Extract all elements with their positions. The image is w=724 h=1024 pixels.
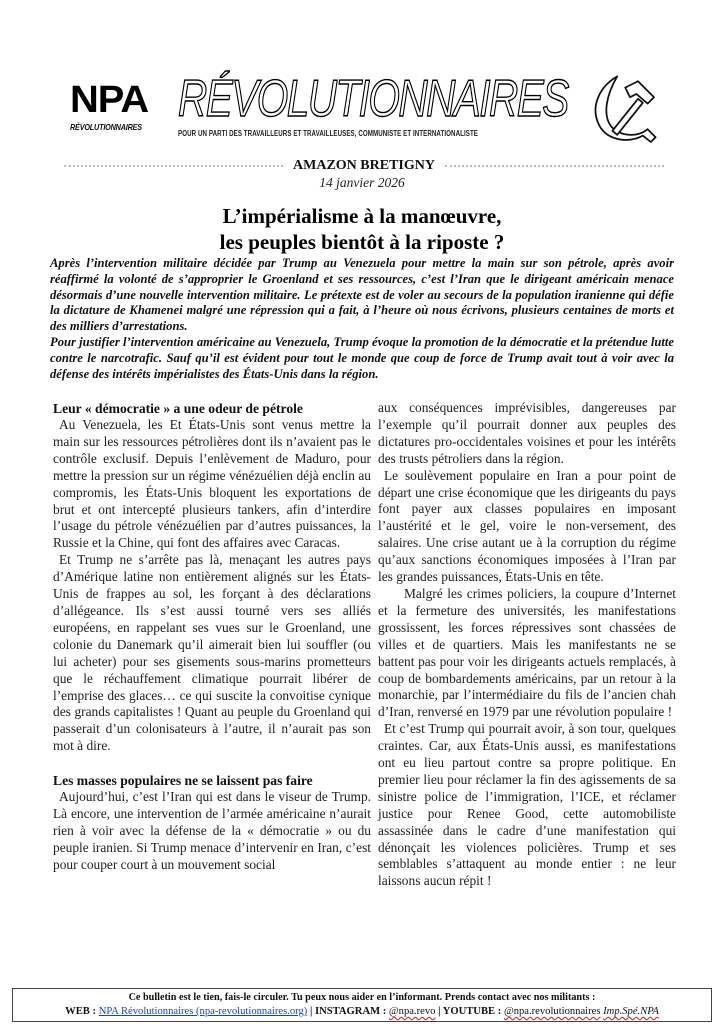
article-paragraph: Au Venezuela, les Et États-Unis sont venus mettre la main sur les ressources pétrolières dont ils n’avaient pas le contrôle exclusif. Depuis l’enlèvement de Maduro, pour mettre la pression sur un régime vénézuélien déjà enclin au compromis, les États-Unis bloquent les exportations de brut et ont intercepté plusieurs tankers, afin d’interdire l’usage du pétrole vénézuélien par d’autres puissances, la Russie et la Chine, qui font des affaires avec Caracas.: [53, 417, 371, 551]
npa-logo-text: NPA: [70, 79, 149, 121]
section-heading: Les masses populaires ne se laissent pas faire: [53, 773, 313, 789]
article-paragraph: aux conséquences imprévisibles, dangereuses par l’exemple qu’il pourrait donner aux peuples des dictatures pro-occidentales voisines et pour les intérêts des trusts pétroliers dans la région.: [378, 400, 676, 466]
bulletin-date: 14 janvier 2026: [319, 175, 405, 190]
web-label: WEB :: [65, 1006, 97, 1017]
contact-footer: [12, 988, 712, 1022]
chapeau-paragraph: Après l’intervention militaire décidée par Trump au Venezuela pour mettre la main sur son pétrole, après avoir réaffirmé la volonté de s’approprier le Groenland et ses ressources, c’est l’Iran que le dirigeant américain menace désormais d’une nouvelle intervention militaire. Le prétexte est de voler au secours de la population iranienne qui défie la dictature de Khamenei malgré une répression qui a fait, à l’heure où nous écrivons, plusieurs centaines de morts et des milliers d’arrestations.: [50, 256, 674, 334]
publication-title-block: [178, 70, 568, 138]
article-paragraph: Aujourd’hui, c’est l’Iran qui est dans le viseur de Trump. Là encore, une intervention de l’armée américaine n’aurait rien à voir avec la défense de la « démocratie » ou du peuple iranien. Si Trump menace d’intervenir en Iran, c’est pour couper court à un mouvement social: [53, 789, 371, 872]
footer-callout: Ce bulletin est le tien, fais-le circuler. Tu peux nous aider en l’informant. Prends contact avec nos militants :: [128, 992, 596, 1003]
npa-logo: [70, 79, 160, 132]
npa-logo-subtitle: RÉVOLUTIONNAIRES: [70, 122, 142, 132]
website-link[interactable]: NPA Révolutionnaires (npa-revolutionnaires.org): [98, 1006, 308, 1017]
headline-line-2: les peuples bientôt à la riposte ?: [219, 230, 505, 254]
imprint-note: Imp.Spé.NPA: [603, 1006, 659, 1017]
article-paragraph: Et Trump ne s’arrête pas là, menaçant les autres pays d’Amérique latine non entièrement alignés sur les États-Unis de frappes au sol, les forçant à des déclarations d’allégeance. Ils s’est aussi tourné vers ses alliés européens, en rappelant ses vues sur le Groenland, une colonie du Danemark qu’il aimerait bien lui souffler (ou lui acheter) pour ses gisements sous-marins prometteurs que le réchauffement climatique pourrait libérer de l’emprise des glaces… ce qui suscite la convoitise cynique des grands capitalistes ! Quant au peuple du Groenland qui passerait d’un colonisateurs à l’autre, il n’aurait pas son mot à dire.: [53, 552, 371, 754]
masthead: [0, 60, 724, 155]
article-paragraph: Malgré les crimes policiers, la coupure d’Internet et la fermeture des universités, les manifestations grossissent, les forces répressives sont chassées de villes et de quartiers. Mais les manifestants ne se battent pas pour voir les dirigeants actuels remplacés, à coup de bombardements américains, par un retour à la monarchie, par l’intermédiaire du fils de l’ancien chah d’Iran, renversé en 1979 par une révolution populaire !: [378, 585, 676, 720]
chapeau-paragraph: Pour justifier l’intervention américaine au Venezuela, Trump évoque la promotion de la démocratie et la prétendue lutte contre le narcotrafic. Sauf qu’il est évident pour tout le monde que coup de force de Trump avait tout à voir avec la défense des intérêts impérialistes des États-Unis dans la région.: [50, 334, 674, 381]
chapeau-intro: [50, 256, 674, 382]
article-paragraph: Et c’est Trump qui pourrait avoir, à son tour, quelques craintes. Car, aux États-Unis aussi, es manifestations ont eu lieu partout contre sa propre politique. En premier lieu pour réclamer la fin des agissements de sa sinistre police de l’immigration, l’ICE, et réclamer justice pour Renee Good, cette automobiliste assassinée dans le cadre d’une manifestation qui dénonçait les violences policières. Trump et ses semblables s’attaquent au monde entier : ne leur laissons aucun répit !: [378, 721, 676, 889]
youtube-label: YOUTUBE :: [442, 1006, 502, 1017]
dotted-divider: [64, 165, 283, 167]
bulletin-site: AMAZON BRETIGNY: [293, 158, 435, 173]
dotted-divider: [445, 165, 664, 167]
headline-line-1: L’impérialisme à la manœuvre,: [222, 204, 502, 228]
bulletin-site-row: [64, 158, 664, 174]
youtube-handle[interactable]: @npa.revolutionnaires: [503, 1006, 601, 1017]
instagram-label: INSTAGRAM :: [314, 1006, 387, 1017]
publication-tagline: POUR UN PARTI DES TRAVAILLEURS ET TRAVAILLEUSES, COMMUNISTE ET INTERNATIONALISTE: [178, 128, 479, 138]
separator: |: [435, 1006, 443, 1017]
headline: [0, 203, 724, 255]
footer-links-row: [13, 1005, 711, 1019]
section-heading: Leur « démocratie » a une odeur de pétrole: [53, 401, 303, 416]
article-column-right: [378, 400, 676, 890]
instagram-handle[interactable]: @npa.revo: [388, 1006, 436, 1017]
hammer-and-sickle-icon: [582, 70, 662, 150]
publication-title: RÉVOLUTIONNAIRES: [178, 70, 568, 128]
separator: |: [307, 1006, 315, 1017]
article-column-left: [53, 400, 371, 874]
article-paragraph: Le soulèvement populaire en Iran a pour point de départ une crise économique que les dirigeants du pays font payer aux classes populaires en imposant l’austérité et le gel, voire le non-versement, des salaires. Une crise autant ue à la corruption du régime qu’aux sanctions économiques imposées à l’Iran par les grandes puissances, États-Unis en tête.: [378, 467, 676, 585]
